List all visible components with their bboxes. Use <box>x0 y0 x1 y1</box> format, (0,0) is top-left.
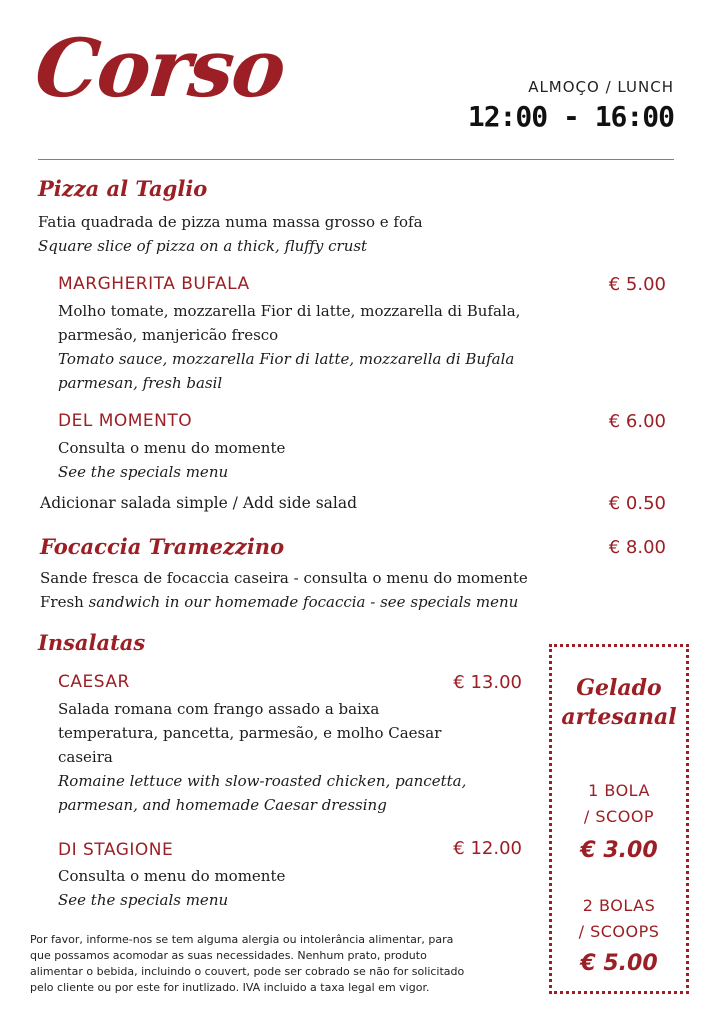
footnote-line-4: pelo cliente ou por este for inutlizado. IVA incluido a taxa legal em vigor. <box>30 981 430 994</box>
margherita-desc-pt-2: parmesão, manjericão fresco <box>58 326 279 344</box>
di-stagione-desc-en: See the specials menu <box>58 891 229 909</box>
focaccia-desc-pt: Sande fresca de focaccia caseira - consulta o menu do momente <box>40 569 528 587</box>
gelato-title-2: artesanal <box>561 704 677 730</box>
item-name-caesar: CAESAR <box>58 672 130 692</box>
margherita-desc-en-1: Tomato sauce, mozzarella Fior di latte, mozzarella di Bufala <box>58 350 515 368</box>
focaccia-desc-en-plain: Fresh <box>40 593 89 611</box>
footnote-line-3: alimentar o bebida, incluindo o couvert, pode ser cobrado se não for solicitado <box>30 965 465 978</box>
section-title-insalatas: Insalatas <box>38 630 146 655</box>
section-title-pizza: Pizza al Taglio <box>38 176 208 201</box>
item-name-di-stagione: DI STAGIONE <box>58 840 174 860</box>
del-momento-desc-pt: Consulta o menu do momente <box>58 439 286 457</box>
focaccia-desc-en <box>40 590 518 614</box>
caesar-desc-en-2: parmesan, and homemade Caesar dressing <box>58 796 387 814</box>
footnote-line-1: Por favor, informe-nos se tem alguma alergia ou intolerância alimentar, para <box>30 933 454 946</box>
di-stagione-desc-pt: Consulta o menu do momente <box>58 867 286 885</box>
pizza-desc-pt: Fatia quadrada de pizza numa massa grosso e fofa <box>38 213 423 231</box>
del-momento-desc-en: See the specials menu <box>58 463 229 481</box>
side-salad-price: € 0.50 <box>608 493 666 514</box>
item-price-caesar: € 13.00 <box>453 672 522 693</box>
header-divider <box>38 159 674 160</box>
caesar-desc-pt-3: caseira <box>58 748 113 766</box>
gelato-opt2-line1: 2 BOLAS <box>582 896 656 915</box>
section-title-focaccia: Focaccia Tramezzino <box>40 534 285 559</box>
pizza-desc-en: Square slice of pizza on a thick, fluffy crust <box>38 237 368 255</box>
gelato-opt1-line1: 1 BOLA <box>588 781 650 800</box>
focaccia-desc-en-italic: sandwich in our homemade focaccia - see specials menu <box>88 593 519 611</box>
footnote-line-2: que possamos acomodar as suas necessidades. Nenhum prato, produto <box>30 949 427 962</box>
caesar-desc-pt-1: Salada romana com frango assado a baixa <box>58 700 380 718</box>
side-salad-label: Adicionar salada simple / Add side salad <box>40 494 358 512</box>
item-name-margherita: MARGHERITA BUFALA <box>58 274 250 294</box>
focaccia-price: € 8.00 <box>608 537 666 558</box>
hours-time: 12:00 - 16:00 <box>467 100 674 133</box>
item-price-margherita: € 5.00 <box>608 274 666 295</box>
allergy-footnote <box>30 932 530 996</box>
gelato-opt1-price: € 3.00 <box>580 838 658 863</box>
hours-label: ALMOÇO / LUNCH <box>528 78 674 96</box>
item-price-di-stagione: € 12.00 <box>453 838 522 859</box>
item-price-del-momento: € 6.00 <box>608 411 666 432</box>
caesar-desc-pt-2: temperatura, pancetta, parmesão, e molho Caesar <box>58 724 442 742</box>
item-name-del-momento: DEL MOMENTO <box>58 411 193 431</box>
margherita-desc-en-2: parmesan, fresh basil <box>58 374 223 392</box>
gelato-box <box>549 644 689 994</box>
margherita-desc-pt-1: Molho tomate, mozzarella Fior di latte, mozzarella di Bufala, <box>58 302 521 320</box>
gelato-opt2-line2: / SCOOPS <box>578 922 660 941</box>
caesar-desc-en-1: Romaine lettuce with slow-roasted chicken, pancetta, <box>58 772 467 790</box>
brand-logo: Corso <box>31 21 289 115</box>
gelato-opt2-price: € 5.00 <box>580 951 658 976</box>
gelato-opt1-line2: / SCOOP <box>583 807 655 826</box>
gelato-title-1: Gelado <box>576 675 662 701</box>
